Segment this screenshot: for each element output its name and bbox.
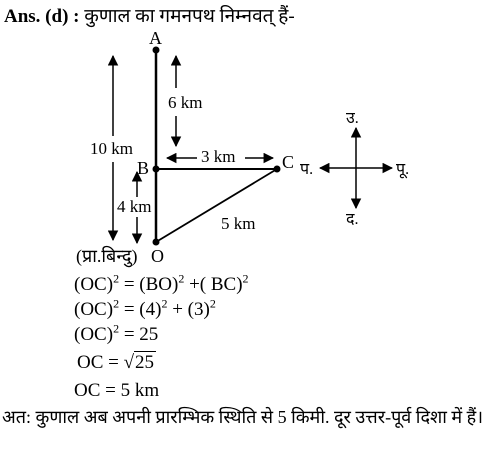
- line-OC: [156, 169, 277, 242]
- label-5km: 5 km: [221, 214, 256, 233]
- label-B: B: [137, 158, 150, 178]
- point-O: [153, 239, 160, 246]
- conclusion-text: अत: कुणाल अब अपनी प्रारम्भिक स्थिति से 5 किमी. दूर उत्तर-पूर्व दिशा में हैं।: [2, 407, 484, 427]
- compass-west: प.: [300, 161, 314, 178]
- solution-line-4-radicand: 25: [135, 352, 155, 373]
- label-3km: 3 km: [201, 147, 236, 166]
- compass-south: द.: [346, 211, 359, 228]
- label-10km: 10 km: [90, 139, 133, 158]
- solution-line-4: [77, 352, 156, 374]
- solution-line-3: (OC)$^2$ = 25: [74, 321, 159, 345]
- label-4km: 4 km: [117, 197, 152, 216]
- solution-line-2: $(OC)^2 = (4)^2 + (3)^2$: [74, 296, 216, 320]
- answer-label: Ans. (d) :: [4, 6, 80, 27]
- square-root: √25: [123, 352, 155, 373]
- point-C: [274, 166, 281, 173]
- compass-north: उ.: [346, 110, 359, 127]
- label-6km: 6 km: [168, 93, 203, 112]
- label-C: C: [282, 152, 295, 172]
- point-B: [153, 166, 160, 173]
- solution-line-4-prefix: OC =: [77, 352, 119, 373]
- answer-intro: कुणाल का गमनपथ निम्नवत् हैं-: [84, 6, 295, 27]
- label-origin: (प्रा.बिन्दु): [76, 246, 138, 266]
- compass-east: पू.: [396, 161, 410, 178]
- solution-line-5: OC = 5 km: [74, 380, 160, 401]
- label-O: O: [151, 246, 164, 266]
- label-A: A: [149, 28, 162, 48]
- solution-line-1: (OC)$^2$ = (BO)$^2$ +( BC)$^2$: [74, 271, 249, 295]
